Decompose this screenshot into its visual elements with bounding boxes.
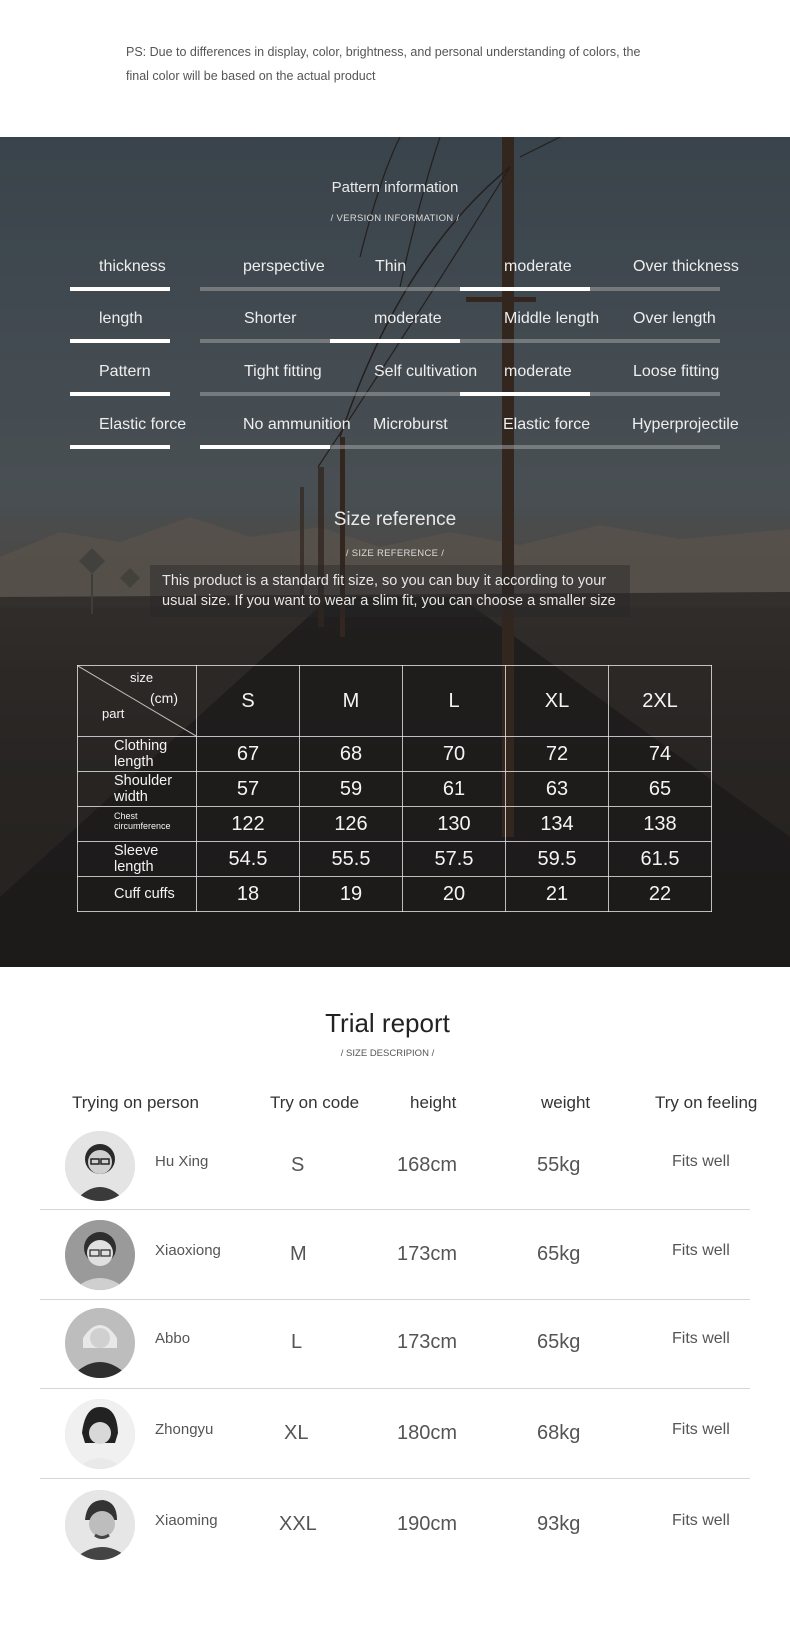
pattern-option: Shorter — [244, 310, 297, 327]
size-cell: 21 — [506, 877, 609, 912]
size-row-label: Cuff cuffs — [78, 877, 197, 912]
size-cell: 138 — [609, 807, 712, 842]
size-cell: 74 — [609, 737, 712, 772]
size-cell: 61 — [403, 772, 506, 807]
size-reference-subtitle: / SIZE REFERENCE / — [345, 548, 445, 559]
person-photo-icon — [65, 1308, 135, 1378]
person-code: XXL — [279, 1513, 317, 1535]
pattern-option: Loose fitting — [633, 363, 720, 380]
size-cell: 130 — [403, 807, 506, 842]
avatar — [65, 1131, 135, 1201]
person-code: S — [291, 1154, 305, 1176]
size-header-m: M — [300, 666, 403, 737]
corner-part-label: part — [102, 706, 125, 721]
pattern-track — [200, 339, 720, 343]
size-header-l: L — [403, 666, 506, 737]
size-row-label: Sleeve length — [78, 842, 197, 877]
pattern-selected-marker — [200, 445, 330, 449]
person-weight: 65kg — [537, 1243, 581, 1265]
person-name: Hu Xing — [155, 1153, 209, 1170]
size-cell: 18 — [197, 877, 300, 912]
person-code: M — [290, 1243, 307, 1265]
person-height: 173cm — [397, 1331, 458, 1353]
avatar — [65, 1490, 135, 1560]
person-photo-icon — [65, 1131, 135, 1201]
size-cell: 59 — [300, 772, 403, 807]
size-cell: 19 — [300, 877, 403, 912]
size-cell: 54.5 — [197, 842, 300, 877]
size-header-2xl: 2XL — [609, 666, 712, 737]
size-header-xl: XL — [506, 666, 609, 737]
avatar — [65, 1308, 135, 1378]
person-feeling: Fits well — [672, 1153, 730, 1170]
header-weight: weight — [541, 1093, 591, 1112]
size-cell: 126 — [300, 807, 403, 842]
size-cell: 65 — [609, 772, 712, 807]
size-cell: 61.5 — [609, 842, 712, 877]
pattern-option-selected: No ammunition — [243, 416, 351, 433]
trial-row — [0, 1220, 790, 1310]
corner-size-label: size — [130, 670, 154, 685]
size-cell: 57 — [197, 772, 300, 807]
corner-unit-label: (cm) — [150, 690, 178, 706]
size-table — [77, 665, 712, 912]
header-try-on-code: Try on code — [270, 1093, 360, 1112]
person-code: L — [291, 1331, 303, 1353]
person-feeling: Fits well — [672, 1330, 730, 1347]
size-table-row — [78, 842, 712, 877]
size-cell: 20 — [403, 877, 506, 912]
pattern-option-selected: moderate — [504, 363, 572, 380]
pattern-track — [200, 392, 720, 396]
size-table-row — [78, 737, 712, 772]
pattern-row-label: length — [99, 310, 143, 327]
row-divider — [40, 1209, 750, 1210]
pattern-track — [200, 445, 720, 449]
person-name: Xiaoxiong — [155, 1242, 221, 1259]
person-feeling: Fits well — [672, 1242, 730, 1259]
size-table-row — [78, 877, 712, 912]
size-cell: 67 — [197, 737, 300, 772]
size-cell: 72 — [506, 737, 609, 772]
size-row-label: Clothing length — [78, 737, 197, 772]
pattern-row-label: thickness — [99, 258, 166, 275]
pattern-row-thickness — [0, 258, 790, 310]
trial-row — [0, 1131, 790, 1221]
pattern-option: Tight fitting — [244, 363, 322, 380]
avatar — [65, 1399, 135, 1469]
pattern-row-length — [0, 310, 790, 362]
disclaimer-line-1: PS: Due to differences in display, color, brightness, and personal understanding of colors, the — [126, 45, 641, 59]
trial-report-subtitle: / SIZE DESCRIPION / — [340, 1048, 435, 1059]
pattern-option: perspective — [243, 258, 325, 275]
color-disclaimer — [126, 40, 666, 88]
size-cell: 22 — [609, 877, 712, 912]
pattern-option: Middle length — [504, 310, 600, 327]
row-divider — [40, 1478, 750, 1479]
trial-row — [0, 1490, 790, 1580]
pattern-option: Hyperprojectile — [632, 416, 739, 433]
pattern-selected-marker — [330, 339, 460, 343]
size-row-label: Chest circumference — [78, 807, 197, 842]
person-photo-icon — [65, 1490, 135, 1560]
pattern-option-selected: moderate — [504, 258, 572, 275]
trial-row — [0, 1308, 790, 1398]
specs-band — [0, 137, 790, 967]
header-trying-on-person: Trying on person — [72, 1093, 199, 1112]
size-reference-description: This product is a standard fit size, so you can buy it according to your usual size. If you want to wear a slim fit, you can choose a smaller size — [150, 565, 630, 617]
pattern-option: Thin — [375, 258, 407, 275]
person-photo-icon — [65, 1220, 135, 1290]
size-row-label: Shoulder width — [78, 772, 197, 807]
person-weight: 65kg — [537, 1331, 581, 1353]
size-cell: 57.5 — [403, 842, 506, 877]
avatar — [65, 1220, 135, 1290]
pattern-row-underline — [70, 287, 170, 291]
person-name: Zhongyu — [155, 1421, 214, 1438]
size-header-s: S — [197, 666, 300, 737]
size-cell: 59.5 — [506, 842, 609, 877]
pattern-option: Self cultivation — [374, 363, 478, 380]
pattern-title: Pattern information — [331, 179, 459, 196]
size-cell: 122 — [197, 807, 300, 842]
person-height: 190cm — [397, 1513, 458, 1535]
person-height: 168cm — [397, 1154, 458, 1176]
header-height: height — [410, 1093, 457, 1112]
size-table-row — [78, 807, 712, 842]
pattern-option: Over thickness — [633, 258, 739, 275]
person-height: 173cm — [397, 1243, 458, 1265]
row-divider — [40, 1299, 750, 1300]
trial-row — [0, 1399, 790, 1489]
pattern-row-pattern — [0, 363, 790, 415]
person-weight: 55kg — [537, 1154, 581, 1176]
person-feeling: Fits well — [672, 1512, 730, 1529]
pattern-track — [200, 287, 720, 291]
row-divider — [40, 1388, 750, 1389]
size-table-row — [78, 772, 712, 807]
size-cell: 70 — [403, 737, 506, 772]
pattern-selected-marker — [460, 392, 590, 396]
header-try-on-feeling: Try on feeling — [655, 1093, 758, 1112]
person-height: 180cm — [397, 1422, 458, 1444]
pattern-row-underline — [70, 445, 170, 449]
person-name: Xiaoming — [155, 1512, 218, 1529]
size-table-header-row — [78, 666, 712, 737]
pattern-row-underline — [70, 339, 170, 343]
size-cell: 68 — [300, 737, 403, 772]
size-reference-title: Size reference — [333, 509, 457, 530]
pattern-row-elastic-force — [0, 416, 790, 468]
person-weight: 93kg — [537, 1513, 581, 1535]
pattern-option: Elastic force — [503, 416, 591, 433]
person-photo-icon — [65, 1399, 135, 1469]
person-name: Abbo — [155, 1330, 191, 1347]
pattern-row-label: Pattern — [99, 363, 151, 380]
size-table-corner — [78, 666, 197, 737]
size-cell: 63 — [506, 772, 609, 807]
pattern-option: Microburst — [373, 416, 448, 433]
person-weight: 68kg — [537, 1422, 581, 1444]
trial-report-title: Trial report — [325, 1008, 450, 1038]
pattern-row-label: Elastic force — [99, 416, 187, 433]
pattern-selected-marker — [460, 287, 590, 291]
pattern-subtitle: / VERSION INFORMATION / — [330, 213, 460, 224]
disclaimer-line-2: final color will be based on the actual product — [126, 69, 376, 83]
pattern-option-selected: moderate — [374, 310, 442, 327]
size-cell: 55.5 — [300, 842, 403, 877]
pattern-option: Over length — [633, 310, 716, 327]
pattern-row-underline — [70, 392, 170, 396]
person-feeling: Fits well — [672, 1421, 730, 1438]
size-cell: 134 — [506, 807, 609, 842]
person-code: XL — [284, 1422, 309, 1444]
